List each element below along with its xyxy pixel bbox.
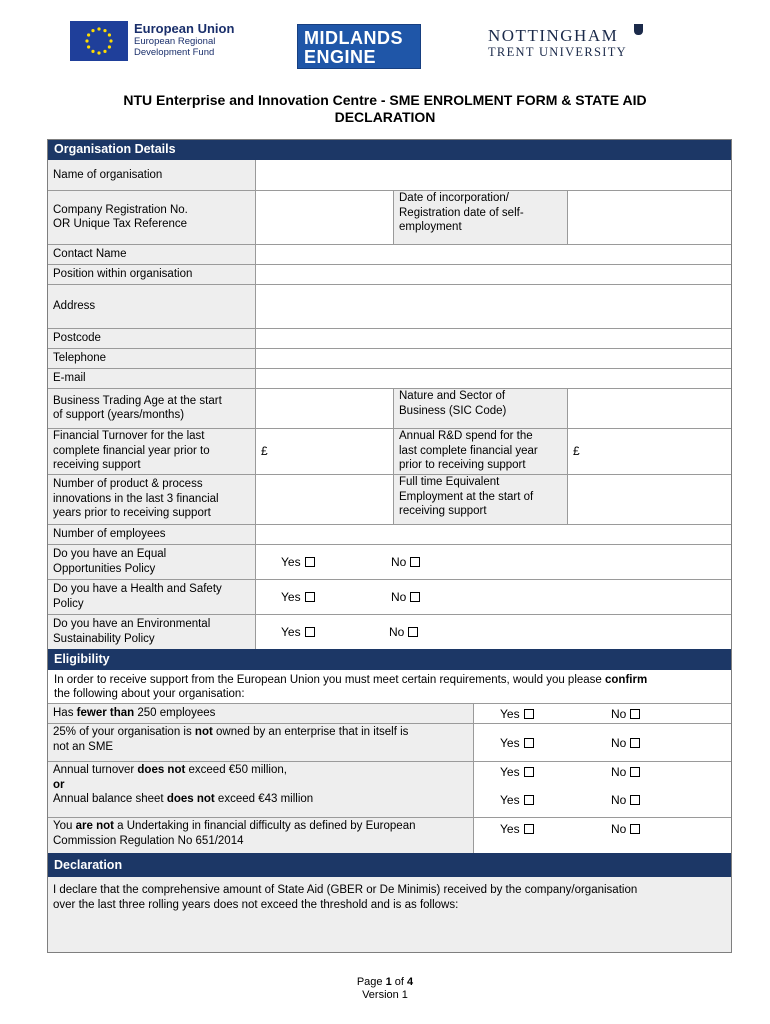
no-label: No bbox=[611, 765, 627, 779]
yes-label: Yes bbox=[281, 625, 301, 639]
eu-stars-icon bbox=[70, 21, 128, 61]
innovations-label-line2: innovations in the last 3 financial bbox=[53, 492, 219, 505]
no-label: No bbox=[611, 793, 627, 807]
no-label: No bbox=[611, 736, 627, 750]
declaration-box[interactable] bbox=[47, 877, 732, 953]
fte-field[interactable] bbox=[567, 474, 732, 524]
environment-label-line2: Sustainability Policy bbox=[53, 632, 155, 645]
yes-label: Yes bbox=[500, 793, 520, 807]
health-safety-label-line2: Policy bbox=[53, 597, 84, 610]
position-field[interactable] bbox=[255, 264, 732, 284]
declaration-text-line2: over the last three rolling years does not exceed the threshold and is as follows: bbox=[53, 898, 459, 911]
eligibility-intro-line2: the following about your organisation: bbox=[54, 688, 245, 700]
grid-line bbox=[47, 544, 732, 545]
name-of-organisation-field[interactable] bbox=[255, 160, 732, 190]
title-line2: DECLARATION bbox=[334, 109, 436, 125]
innovations-label-line1: Number of product & process bbox=[53, 478, 203, 491]
eu-title: European Union bbox=[134, 21, 235, 36]
fte-label bbox=[393, 474, 567, 524]
innovations-field[interactable] bbox=[255, 474, 393, 524]
ownership-yes[interactable] bbox=[500, 736, 534, 750]
employees-field[interactable] bbox=[255, 524, 732, 544]
eligibility-row-difficulty: You are not a Undertaking in financial difficulty as defined by European Commission Regulation No 651/2014 bbox=[47, 817, 473, 853]
rnd-label-line3: prior to receiving support bbox=[399, 459, 526, 472]
rnd-currency: £ bbox=[573, 443, 580, 458]
grid-line bbox=[47, 579, 732, 580]
midlands-line1: MIDLANDS bbox=[304, 28, 403, 48]
midlands-line2: ENGINE bbox=[304, 47, 377, 67]
balance-yes[interactable] bbox=[500, 793, 534, 807]
grid-line bbox=[47, 761, 732, 762]
trading-age-label-line2: of support (years/months) bbox=[53, 409, 185, 421]
grid-line bbox=[47, 524, 732, 525]
grid-line bbox=[47, 368, 732, 369]
environment-yes[interactable] bbox=[281, 625, 315, 639]
turnover-yes-checkbox[interactable] bbox=[524, 767, 534, 777]
trading-age-label-line1: Business Trading Age at the start bbox=[53, 394, 222, 407]
eligibility-row-ownership: 25% of your organisation is not owned by an enterprise that in itself is not an SME bbox=[47, 723, 473, 761]
health-safety-no[interactable] bbox=[391, 590, 420, 604]
sector-field[interactable] bbox=[567, 388, 732, 428]
fte-label-line3: receiving support bbox=[399, 505, 487, 517]
no-label: No bbox=[391, 590, 407, 604]
registration-label bbox=[47, 190, 255, 244]
innovations-label-line3: years prior to receiving support bbox=[53, 507, 211, 520]
eligibility-header: Eligibility bbox=[47, 649, 732, 670]
equal-opps-label bbox=[47, 544, 255, 579]
equal-opps-no[interactable] bbox=[391, 555, 420, 569]
environment-no[interactable] bbox=[389, 625, 418, 639]
grid-line bbox=[47, 190, 732, 191]
midlands-engine-logo bbox=[297, 24, 421, 69]
balance-no-checkbox[interactable] bbox=[630, 795, 640, 805]
eligibility-intro-line1: In order to receive support from the European Union you must meet certain requirements, would you please confirm bbox=[54, 674, 648, 686]
health-safety-no-checkbox[interactable] bbox=[410, 592, 420, 602]
postcode-field[interactable] bbox=[255, 328, 732, 348]
grid-line bbox=[393, 190, 394, 244]
grid-line bbox=[47, 703, 732, 704]
organisation-details-header: Organisation Details bbox=[47, 139, 732, 160]
employees-no[interactable] bbox=[611, 707, 640, 721]
telephone-field[interactable] bbox=[255, 348, 732, 368]
sector-label-line1: Nature and Sector of bbox=[399, 390, 506, 402]
environment-yes-checkbox[interactable] bbox=[305, 627, 315, 637]
turnover-currency: £ bbox=[261, 443, 268, 458]
eu-logo-text bbox=[134, 22, 234, 59]
grid-line bbox=[47, 428, 732, 429]
grid-line bbox=[47, 348, 732, 349]
telephone-label: Telephone bbox=[47, 348, 255, 368]
environment-label-line1: Do you have an Environmental bbox=[53, 618, 211, 630]
health-safety-label-line1: Do you have a Health and Safety bbox=[53, 583, 222, 595]
eu-line2: European Regional bbox=[134, 35, 216, 47]
difficulty-no-checkbox[interactable] bbox=[630, 824, 640, 834]
grid-line bbox=[567, 190, 568, 244]
balance-no[interactable] bbox=[611, 793, 640, 807]
difficulty-yes[interactable] bbox=[500, 822, 534, 836]
trading-age-label bbox=[47, 388, 255, 428]
eu-line3: Development Fund bbox=[134, 46, 215, 58]
version-label: Version 1 bbox=[362, 989, 408, 1001]
equal-opps-yes[interactable] bbox=[281, 555, 315, 569]
page-title bbox=[0, 92, 770, 126]
incorporation-label-line1: Date of incorporation/ bbox=[399, 192, 509, 204]
grid-line bbox=[47, 264, 732, 265]
turnover-label-line2: complete financial year prior to bbox=[53, 444, 210, 457]
difficulty-no[interactable] bbox=[611, 822, 640, 836]
incorporation-label-line2: Registration date of self- bbox=[399, 206, 524, 219]
email-field[interactable] bbox=[255, 368, 732, 388]
turnover-label bbox=[47, 428, 255, 474]
eligibility-row-turnover: Annual turnover does not exceed €50 million, or Annual balance sheet does not exceed €43 million bbox=[47, 761, 473, 817]
ntu-line2: TRENT UNIVERSITY bbox=[488, 45, 627, 59]
yes-label: Yes bbox=[500, 707, 520, 721]
ownership-no[interactable] bbox=[611, 736, 640, 750]
no-label: No bbox=[391, 555, 407, 569]
sector-label-line2: Business (SIC Code) bbox=[399, 404, 507, 417]
incorporation-label-line3: employment bbox=[399, 221, 462, 233]
contact-name-field[interactable] bbox=[255, 244, 732, 264]
employees-yes-checkbox[interactable] bbox=[524, 709, 534, 719]
employees-label: Number of employees bbox=[47, 524, 255, 544]
innovations-label bbox=[47, 474, 255, 524]
registration-field[interactable] bbox=[255, 190, 393, 244]
health-safety-yes-checkbox[interactable] bbox=[305, 592, 315, 602]
grid-line bbox=[567, 388, 568, 524]
postcode-label: Postcode bbox=[47, 328, 255, 348]
equal-opps-label-line2: Opportunities Policy bbox=[53, 562, 156, 575]
ntu-line1: NOTTINGHAM bbox=[488, 26, 619, 45]
eu-flag-logo bbox=[70, 21, 128, 61]
turnover-no[interactable] bbox=[611, 765, 640, 779]
grid-line bbox=[47, 723, 732, 724]
employees-no-checkbox[interactable] bbox=[630, 709, 640, 719]
grid-line bbox=[47, 244, 732, 245]
balance-yes-checkbox[interactable] bbox=[524, 795, 534, 805]
fte-label-line1: Full time Equivalent bbox=[399, 476, 500, 488]
trading-age-field[interactable] bbox=[255, 388, 393, 428]
no-label: No bbox=[611, 822, 627, 836]
contact-name-label: Contact Name bbox=[47, 244, 255, 264]
equal-opps-no-checkbox[interactable] bbox=[410, 557, 420, 567]
fte-label-line2: Employment at the start of bbox=[399, 490, 534, 503]
equal-opps-label-line1: Do you have an Equal bbox=[53, 548, 167, 560]
ownership-no-checkbox[interactable] bbox=[630, 738, 640, 748]
turnover-yes[interactable] bbox=[500, 765, 534, 779]
grid-line bbox=[473, 703, 474, 853]
registration-label-line1: Company Registration No. bbox=[53, 203, 188, 216]
eligibility-row-employees: Has fewer than 250 employees bbox=[47, 703, 473, 723]
environment-label bbox=[47, 614, 255, 649]
grid-line bbox=[47, 817, 732, 818]
address-label: Address bbox=[47, 284, 255, 328]
declaration-header: Declaration bbox=[47, 853, 732, 877]
grid-line bbox=[393, 388, 394, 524]
grid-line bbox=[47, 328, 732, 329]
incorporation-label bbox=[393, 190, 567, 244]
grid-line bbox=[47, 614, 732, 615]
page-footer bbox=[0, 976, 770, 1002]
turnover-no-checkbox[interactable] bbox=[630, 767, 640, 777]
sector-label bbox=[393, 388, 567, 428]
registration-label-line2: OR Unique Tax Reference bbox=[53, 218, 188, 230]
yes-label: Yes bbox=[281, 590, 301, 604]
ntu-crest-icon bbox=[634, 24, 643, 35]
turnover-field[interactable] bbox=[255, 428, 393, 474]
difficulty-yes-checkbox[interactable] bbox=[524, 824, 534, 834]
page-number: Page 1 of 4 bbox=[356, 976, 414, 988]
rnd-label-line2: last complete financial year bbox=[399, 444, 538, 457]
ownership-yes-checkbox[interactable] bbox=[524, 738, 534, 748]
grid-line bbox=[47, 388, 732, 389]
environment-no-checkbox[interactable] bbox=[408, 627, 418, 637]
no-label: No bbox=[389, 625, 405, 639]
name-of-organisation-label: Name of organisation bbox=[47, 160, 255, 190]
yes-label: Yes bbox=[500, 736, 520, 750]
email-label: E-mail bbox=[47, 368, 255, 388]
no-label: No bbox=[611, 707, 627, 721]
grid-line bbox=[47, 474, 732, 475]
incorporation-field[interactable] bbox=[567, 190, 732, 244]
employees-yes[interactable] bbox=[500, 707, 534, 721]
address-field[interactable] bbox=[255, 284, 732, 328]
eligibility-intro bbox=[54, 673, 729, 701]
grid-line bbox=[47, 284, 732, 285]
health-safety-yes[interactable] bbox=[281, 590, 315, 604]
yes-label: Yes bbox=[281, 555, 301, 569]
rnd-field[interactable] bbox=[567, 428, 732, 474]
equal-opps-yes-checkbox[interactable] bbox=[305, 557, 315, 567]
grid-line bbox=[255, 160, 256, 649]
turnover-label-line3: receiving support bbox=[53, 459, 141, 472]
yes-label: Yes bbox=[500, 822, 520, 836]
yes-label: Yes bbox=[500, 765, 520, 779]
rnd-label bbox=[393, 428, 567, 474]
health-safety-label bbox=[47, 579, 255, 614]
rnd-label-line1: Annual R&D spend for the bbox=[399, 430, 533, 443]
ntu-logo bbox=[488, 26, 627, 60]
position-label: Position within organisation bbox=[47, 264, 255, 284]
title-line1: NTU Enterprise and Innovation Centre - SME ENROLMENT FORM & STATE AID bbox=[123, 92, 647, 108]
turnover-label-line1: Financial Turnover for the last bbox=[53, 430, 205, 443]
declaration-text-line1: I declare that the comprehensive amount of State Aid (GBER or De Minimis) received by the company/organisation bbox=[53, 884, 638, 896]
